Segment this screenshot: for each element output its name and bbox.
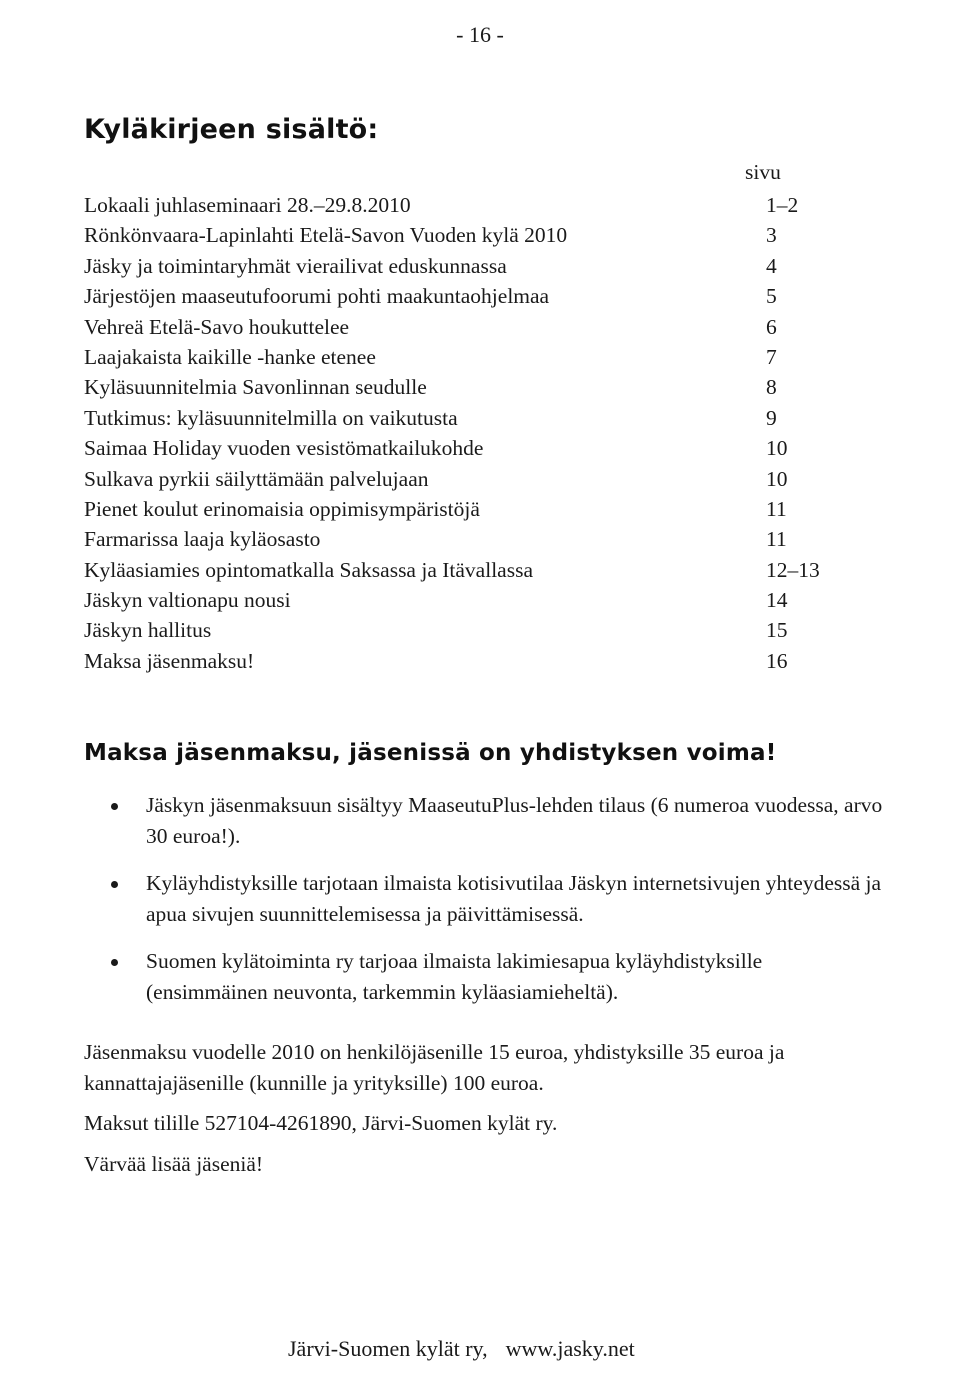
toc-item-page: 14 <box>766 588 788 613</box>
toc-item-page: 10 <box>766 436 788 461</box>
list-item <box>84 946 884 1007</box>
bullet-icon <box>111 803 118 810</box>
membership-fee-paragraph: Jäsenmaksu vuodelle 2010 on henkilöjäsenille 15 euroa, yhdistyksille 35 euroa ja kannattajajäsenille (kunnille ja yrityksille) 100 euroa. <box>84 1040 785 1095</box>
toc-item-page: 5 <box>766 284 777 309</box>
toc-item <box>84 433 844 463</box>
toc-item-page: 16 <box>766 648 788 673</box>
footer-website-link[interactable]: www.jasky.net <box>505 1336 635 1361</box>
toc-item-title: Farmarissa laaja kyläosasto <box>84 527 321 552</box>
toc-item <box>84 220 844 250</box>
toc-item-page: 10 <box>766 466 788 491</box>
toc-item-title: Maksa jäsenmaksu! <box>84 648 255 673</box>
toc-item-title: Jäsky ja toimintaryhmät vierailivat eduskunnassa <box>84 253 507 278</box>
toc-item-page: 4 <box>766 253 777 278</box>
toc-item <box>84 251 844 281</box>
list-item <box>84 868 884 929</box>
toc-item-page: 11 <box>766 527 787 552</box>
toc-page-column-label: sivu <box>745 160 781 184</box>
toc-item-page: 1–2 <box>766 193 799 217</box>
toc-item-page: 8 <box>766 375 777 400</box>
toc-item <box>84 555 844 585</box>
toc-item <box>84 585 844 615</box>
page-number-text: - 16 - <box>456 22 504 47</box>
toc-item-page: 11 <box>766 496 787 521</box>
membership-heading: Maksa jäsenmaksu, jäsenissä on yhdistyksen voima! <box>84 740 777 766</box>
toc-item <box>84 190 844 220</box>
payment-account-paragraph: Maksut tilille 527104-4261890, Järvi-Suomen kylät ry. <box>84 1111 558 1135</box>
toc-item-title: Järjestöjen maaseutufoorumi pohti maakuntaohjelmaa <box>84 284 550 309</box>
list-item-text: Jäskyn jäsenmaksuun sisältyy MaaseutuPlus-lehden tilaus (6 numeroa vuodessa, arvo 30 euroa!). <box>146 793 883 848</box>
page-number <box>0 22 960 48</box>
toc-heading: Kyläkirjeen sisältö: <box>84 114 379 145</box>
toc-item-page: 7 <box>766 344 777 369</box>
list-item-text: Kyläyhdistyksille tarjotaan ilmaista kotisivutilaa Jäskyn internetsivujen yhteydessä ja apua sivujen suunnittelemisessa ja päivittämisessä. <box>146 871 882 926</box>
toc-item-page: 12–13 <box>766 557 820 582</box>
toc-item-title: Pienet koulut erinomaisia oppimisympäristöjä <box>84 496 480 521</box>
toc-item <box>84 312 844 342</box>
toc-item-page: 6 <box>766 314 777 339</box>
page-footer <box>266 1310 635 1388</box>
toc-item <box>84 372 844 402</box>
toc-item <box>84 403 844 433</box>
toc-item <box>84 646 844 676</box>
toc-item-title: Jäskyn valtionapu nousi <box>84 588 291 613</box>
membership-benefits-list <box>84 790 884 1024</box>
footer-org: Järvi-Suomen kylät ry, <box>288 1336 488 1361</box>
toc-item-title: Lokaali juhlaseminaari 28.–29.8.2010 <box>84 193 411 217</box>
toc-item-title: Kyläasiamies opintomatkalla Saksassa ja Itävallassa <box>84 557 533 582</box>
bullet-icon <box>111 959 118 966</box>
toc-item-title: Jäskyn hallitus <box>84 618 212 643</box>
toc-item-title: Vehreä Etelä-Savo houkuttelee <box>84 314 350 339</box>
toc-item <box>84 615 844 645</box>
toc-item-page: 3 <box>766 223 777 248</box>
toc-item-title: Saimaa Holiday vuoden vesistömatkailukohde <box>84 436 484 461</box>
bullet-icon <box>111 881 118 888</box>
toc-item <box>84 494 844 524</box>
toc-item-title: Kyläsuunnitelmia Savonlinnan seudulle <box>84 375 427 400</box>
toc-item-title: Sulkava pyrkii säilyttämään palvelujaan <box>84 466 429 491</box>
toc-item <box>84 524 844 554</box>
toc-item-title: Rönkönvaara-Lapinlahti Etelä-Savon Vuoden kylä 2010 <box>84 223 568 248</box>
toc-item-page: 15 <box>766 618 788 643</box>
toc-item <box>84 281 844 311</box>
toc-item-title: Laajakaista kaikille -hanke etenee <box>84 344 376 369</box>
toc-item <box>84 342 844 372</box>
recruit-members-paragraph: Värvää lisää jäseniä! <box>84 1152 264 1176</box>
toc-list <box>84 190 844 676</box>
toc-item-title: Tutkimus: kyläsuunnitelmilla on vaikutusta <box>84 405 458 430</box>
toc-item-page: 9 <box>766 405 777 430</box>
list-item <box>84 790 884 851</box>
toc-item <box>84 464 844 494</box>
list-item-text: Suomen kylätoiminta ry tarjoaa ilmaista lakimiesapua kyläyhdistyksille (ensimmäinen neuvonta, tarkemmin kyläasiamieheltä). <box>146 949 763 1004</box>
